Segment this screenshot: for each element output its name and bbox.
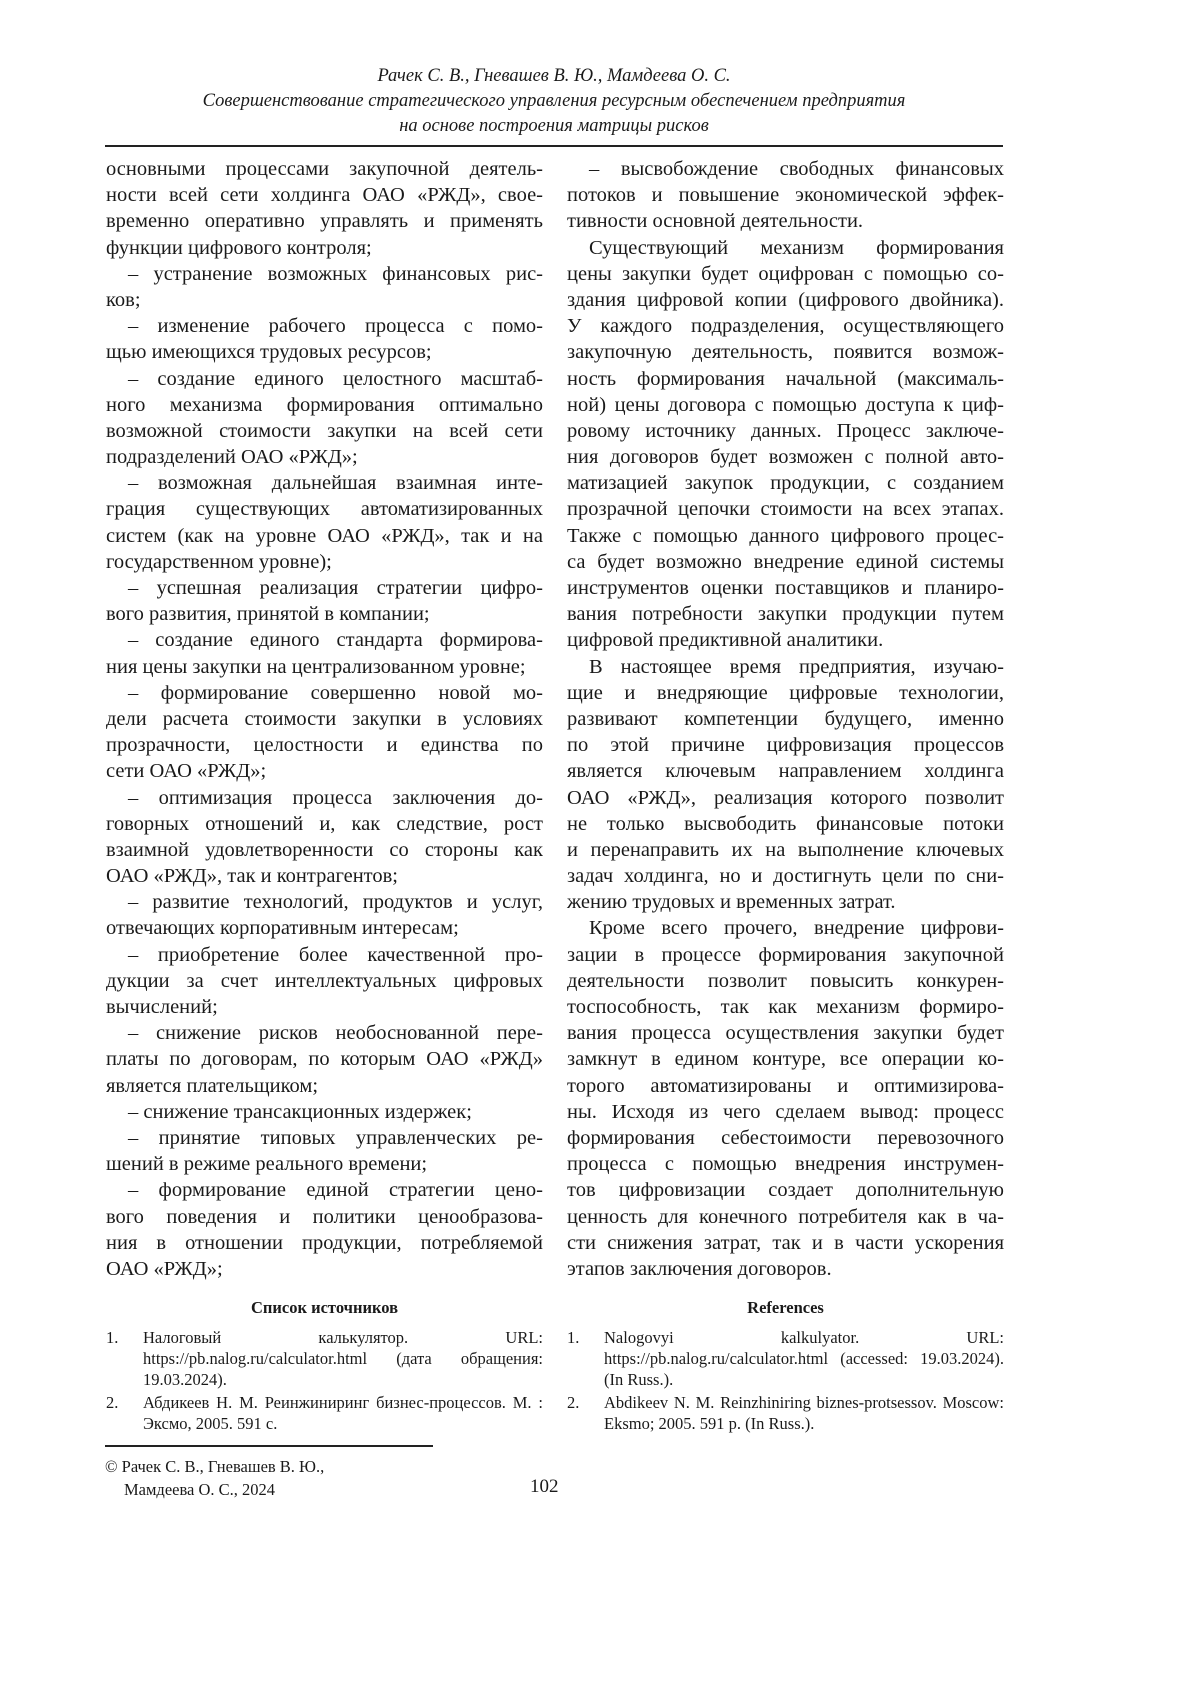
text-line: В настоящее время предприятия, изучаю- <box>567 654 1004 680</box>
text-line: дукции за счет интеллектуальных цифровых <box>106 968 543 994</box>
item-text: Налоговый калькулятор. URL: https://pb.nalog.ru/calculator.html (дата обращения: 19.03.2024). <box>143 1327 543 1390</box>
text-line: – возможная дальнейшая взаимная инте- <box>106 470 543 496</box>
text-line: – приобретение более качественной про- <box>106 942 543 968</box>
text-line: Кроме всего прочего, внедрение цифрови- <box>567 915 1004 941</box>
text-line: платы по договорам, по которым ОАО «РЖД» <box>106 1046 543 1072</box>
header-title-line2: на основе построения матрицы рисков <box>105 114 1003 139</box>
text-line: матизацией закупок продукции, с созданием <box>567 470 1004 496</box>
header-rule <box>105 145 1003 147</box>
text-line: инструментов оценки поставщиков и планиро- <box>567 575 1004 601</box>
item-text: Абдикеев Н. М. Реинжиниринг бизнес-процессов. М. : Эксмо, 2005. 591 с. <box>143 1392 543 1434</box>
text-line: сти снижения затрат, так и в части ускорения <box>567 1230 1004 1256</box>
reference-item <box>567 1327 1004 1390</box>
text-line: – развитие технологий, продуктов и услуг, <box>106 889 543 915</box>
text-line: цены закупки будет оцифрован с помощью со- <box>567 261 1004 287</box>
text-line: ности всей сети холдинга ОАО «РЖД», свое- <box>106 182 543 208</box>
references-heading: References <box>567 1298 1004 1318</box>
left-text-column <box>106 156 543 1282</box>
text-line: вого развития, принятой в компании; <box>106 601 543 627</box>
text-line: государственном уровне); <box>106 549 543 575</box>
text-line: тов цифровизации создает дополнительную <box>567 1177 1004 1203</box>
item-text: Abdikeev N. M. Reinzhiniring biznes-protsessov. Moscow: Eksmo; 2005. 591 p. (In Russ.). <box>604 1392 1004 1434</box>
item-number: 2. <box>106 1392 143 1434</box>
text-line: отвечающих корпоративным интересам; <box>106 915 543 941</box>
text-line: – устранение возможных финансовых рис- <box>106 261 543 287</box>
header-authors: Рачек С. В., Гневашев В. Ю., Мамдеева О. С. <box>105 64 1003 89</box>
source-item <box>106 1327 543 1390</box>
text-line: является плательщиком; <box>106 1073 543 1099</box>
text-line: здания цифровой копии (цифрового двойника). <box>567 287 1004 313</box>
text-line: – успешная реализация стратегии цифро- <box>106 575 543 601</box>
header-title-line1: Совершенствование стратегического управления ресурсным обеспечением предприятия <box>105 89 1003 114</box>
sources-heading: Список источников <box>106 1298 543 1318</box>
sources-list <box>106 1327 543 1436</box>
text-line: замкнут в едином контуре, все операции ко- <box>567 1046 1004 1072</box>
text-line: вычислений; <box>106 994 543 1020</box>
text-line: шений в режиме реального времени; <box>106 1151 543 1177</box>
text-line: торого автоматизированы и оптимизирова- <box>567 1073 1004 1099</box>
text-line: функции цифрового контроля; <box>106 235 543 261</box>
copyright-line: Мамдеева О. С., 2024 <box>105 1478 324 1501</box>
text-line: ной) цены договора с помощью доступа к циф- <box>567 392 1004 418</box>
text-line: потоков и повышение экономической эффек- <box>567 182 1004 208</box>
text-line: грация существующих автоматизированных <box>106 496 543 522</box>
footnote-rule <box>105 1445 433 1447</box>
text-line: ность формирования начальной (максималь- <box>567 366 1004 392</box>
text-line: процесса с помощью внедрения инструмен- <box>567 1151 1004 1177</box>
text-line: деятельности позволит повысить конкурен- <box>567 968 1004 994</box>
text-line: Также с помощью данного цифрового процес- <box>567 523 1004 549</box>
page-number: 102 <box>530 1476 559 1498</box>
text-line: жению трудовых и временных затрат. <box>567 889 1004 915</box>
text-line: не только высвободить финансовые потоки <box>567 811 1004 837</box>
text-line: цифровой предиктивной аналитики. <box>567 627 1004 653</box>
text-line: – создание единого стандарта формирова- <box>106 627 543 653</box>
text-line: прозрачной цепочки стоимости на всех этапах. <box>567 496 1004 522</box>
text-line: ценность для конечного потребителя как в ча- <box>567 1204 1004 1230</box>
text-line: по этой причине цифровизация процессов <box>567 732 1004 758</box>
text-line: – оптимизация процесса заключения до- <box>106 785 543 811</box>
text-line: временно оперативно управлять и применять <box>106 208 543 234</box>
text-line: щие и внедряющие цифровые технологии, <box>567 680 1004 706</box>
text-line: зации в процессе формирования закупочной <box>567 942 1004 968</box>
text-line: вания потребности закупки продукции путем <box>567 601 1004 627</box>
text-line: – формирование совершенно новой мо- <box>106 680 543 706</box>
item-number: 1. <box>567 1327 604 1390</box>
text-line: ков; <box>106 287 543 313</box>
text-line: прозрачности, целостности и единства по <box>106 732 543 758</box>
text-line: ния в отношении продукции, потребляемой <box>106 1230 543 1256</box>
references-list <box>567 1327 1004 1436</box>
right-text-column <box>567 156 1004 1282</box>
text-line: и перенаправить их на выполнение ключевых <box>567 837 1004 863</box>
text-line: подразделений ОАО «РЖД»; <box>106 444 543 470</box>
text-line: – снижение рисков необоснованной пере- <box>106 1020 543 1046</box>
text-line: – формирование единой стратегии цено- <box>106 1177 543 1203</box>
text-line: ОАО «РЖД», реализация которого позволит <box>567 785 1004 811</box>
text-line: вого поведения и политики ценообразова- <box>106 1204 543 1230</box>
text-line: задач холдинга, но и достигнуть цели по сни- <box>567 863 1004 889</box>
text-line: – изменение рабочего процесса с помо- <box>106 313 543 339</box>
text-line: – создание единого целостного масштаб- <box>106 366 543 392</box>
text-line: закупочную деятельность, появится возмож- <box>567 339 1004 365</box>
text-line: основными процессами закупочной деятель- <box>106 156 543 182</box>
text-line: ны. Исходя из чего сделаем вывод: процесс <box>567 1099 1004 1125</box>
text-line: са будет возможно внедрение единой системы <box>567 549 1004 575</box>
text-line: систем (как на уровне ОАО «РЖД», так и на <box>106 523 543 549</box>
item-number: 1. <box>106 1327 143 1390</box>
reference-item <box>567 1392 1004 1434</box>
text-line: дели расчета стоимости закупки в условиях <box>106 706 543 732</box>
text-line: говорных отношений и, как следствие, рост <box>106 811 543 837</box>
running-header <box>105 64 1003 139</box>
text-line: – высвобождение свободных финансовых <box>567 156 1004 182</box>
text-line: возможной стоимости закупки на всей сети <box>106 418 543 444</box>
text-line: тивности основной деятельности. <box>567 208 1004 234</box>
text-line: У каждого подразделения, осуществляющего <box>567 313 1004 339</box>
text-line: Существующий механизм формирования <box>567 235 1004 261</box>
text-line: этапов заключения договоров. <box>567 1256 1004 1282</box>
text-line: ОАО «РЖД», так и контрагентов; <box>106 863 543 889</box>
text-line: развивают компетенции будущего, именно <box>567 706 1004 732</box>
source-item <box>106 1392 543 1434</box>
text-line: взаимной удовлетворенности со стороны как <box>106 837 543 863</box>
copyright-note <box>105 1455 324 1501</box>
text-line: вания процесса осуществления закупки будет <box>567 1020 1004 1046</box>
text-line: формирования себестоимости перевозочного <box>567 1125 1004 1151</box>
copyright-line: © Рачек С. В., Гневашев В. Ю., <box>105 1455 324 1478</box>
text-line: ного механизма формирования оптимально <box>106 392 543 418</box>
text-line: ния цены закупки на централизованном уровне; <box>106 654 543 680</box>
text-line: является ключевым направлением холдинга <box>567 758 1004 784</box>
text-line: – снижение трансакционных издержек; <box>106 1099 543 1125</box>
text-line: щью имеющихся трудовых ресурсов; <box>106 339 543 365</box>
text-line: тоспособность, так как механизм формиро- <box>567 994 1004 1020</box>
text-line: сети ОАО «РЖД»; <box>106 758 543 784</box>
text-line: ОАО «РЖД»; <box>106 1256 543 1282</box>
text-line: ровому источнику данных. Процесс заключе- <box>567 418 1004 444</box>
text-line: – принятие типовых управленческих ре- <box>106 1125 543 1151</box>
item-text: Nalogovyi kalkulyator. URL: https://pb.nalog.ru/calculator.html (accessed: 19.03.2024). (In Russ.). <box>604 1327 1004 1390</box>
text-line: ния договоров будет возможен с полной авто- <box>567 444 1004 470</box>
item-number: 2. <box>567 1392 604 1434</box>
